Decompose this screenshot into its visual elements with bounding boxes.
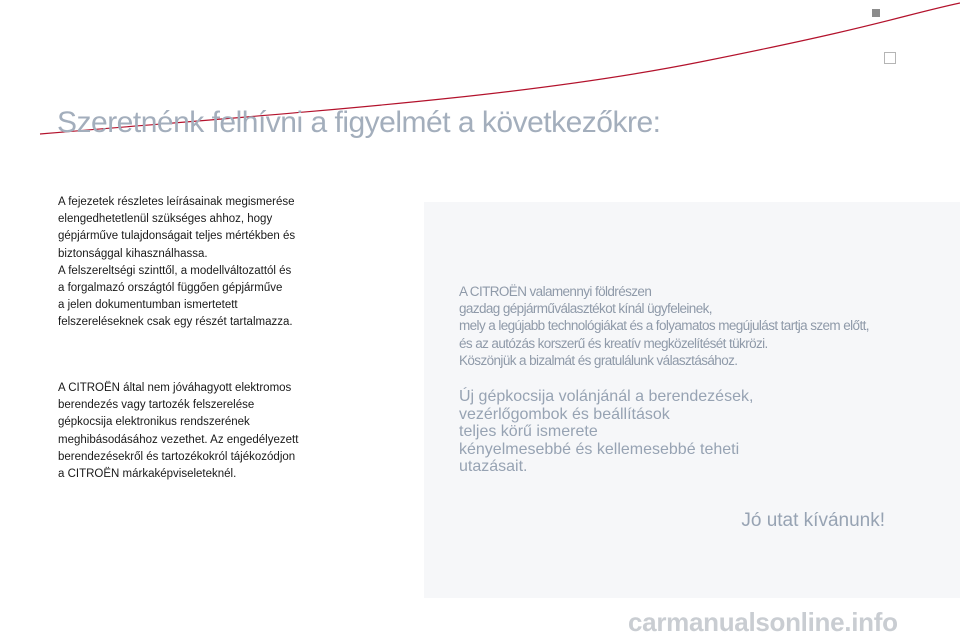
corner-square-outline-icon [884,52,896,64]
corner-marker-icon [872,9,880,17]
closing-greeting: Jó utat kívánunk! [741,510,885,531]
watermark: carmanualsonline.info [628,607,898,637]
panel-intro-text: A CITROËN valamennyi földrészen gazdag gépjárműválasztékot kínál ügyfeleinek, mely a legújabb technológiákat és a folyamatos megújulást tartja szem előtt, és az autózás korszerű és kreatív megközelítését tükrözi. Köszönjük a bizalmát és gratulálunk választásához. [459,284,869,368]
panel-highlight-text: Új gépkocsija volánjánál a berendezések, vezérlőgombok és beállítások teljes körű ismerete kényelmesebbé és kellemesebbé teheti utazásait. [459,388,754,476]
accessory-warning-paragraph: A CITROËN által nem jóváhagyott elektromos berendezés vagy tartozék felszerelése gépkocsija elektronikus rendszerének meghibásodásához vezethet. Az engedélyezett berendezésekről és tartozékokról tájékozódjon a CITROËN márkaképviseleteknél. [58,382,299,481]
intro-paragraph: A fejezetek részletes leírásainak megismerése elengedhetetlenül szükséges ahhoz, hogy gépjárműve tulajdonságait teljes mértékben és biztonsággal kihasználhassa. A felszereltségi szinttől, a modellváltozattól és a forgalmazó országtól függően gépjárműve a jelen dokumentumban ismertetett felszereléseknek csak egy részét tartalmazza. [58,196,296,329]
page-title: Szeretnénk felhívni a figyelmét a következőkre: [57,106,661,139]
